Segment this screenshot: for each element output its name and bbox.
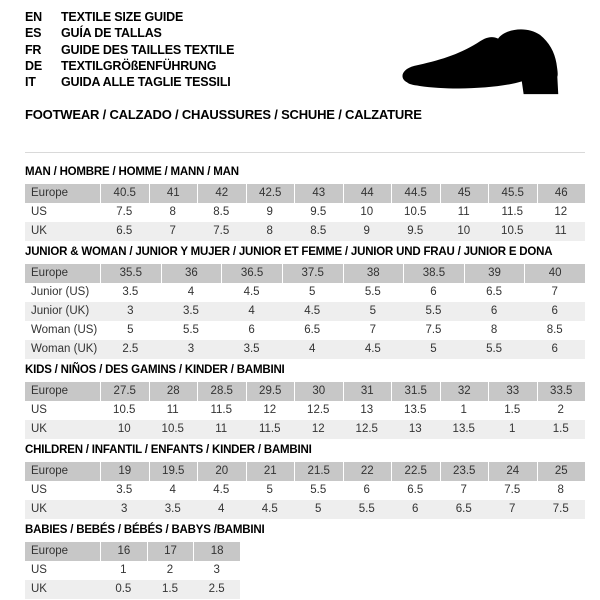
size-value: 29.5: [246, 382, 295, 401]
size-value: 16: [100, 542, 147, 561]
size-value: 12: [311, 423, 325, 436]
row-label: US: [31, 564, 47, 577]
size-value: 7.5: [425, 324, 442, 337]
size-value: 4.5: [243, 286, 260, 299]
row-label: UK: [31, 225, 47, 238]
size-value: 17: [147, 542, 194, 561]
table-row: [25, 302, 585, 321]
size-value: 8: [490, 324, 498, 337]
size-tables: [0, 165, 600, 599]
size-value: 21.5: [294, 462, 343, 481]
table-row: [25, 283, 585, 302]
size-value: 6: [363, 484, 370, 497]
size-value: 37.5: [282, 264, 343, 283]
size-value: 10: [360, 206, 374, 219]
language-name: GUÍA DE TALLAS: [61, 26, 162, 41]
size-value: 6.5: [304, 324, 321, 337]
table-row: [25, 340, 585, 359]
table-row: [25, 264, 585, 283]
size-value: 4: [169, 484, 176, 497]
size-value: 6: [430, 286, 437, 299]
size-value: 3.5: [243, 343, 260, 356]
language-code: FR: [25, 42, 42, 57]
size-value: 36.5: [221, 264, 282, 283]
size-value: 6: [490, 305, 498, 318]
language-code: EN: [25, 10, 42, 24]
size-value: 3: [187, 343, 195, 356]
row-label: Junior (US): [31, 286, 90, 299]
language-name: TEXTILE SIZE GUIDE: [61, 10, 184, 24]
table-row: [25, 420, 585, 439]
size-section: [25, 363, 600, 439]
size-value: 11.5: [210, 404, 233, 417]
size-value: 9: [266, 206, 273, 219]
size-value: 4.5: [304, 305, 321, 318]
size-value: 11: [457, 206, 470, 219]
size-value: 8.5: [213, 206, 230, 219]
size-value: 7: [509, 503, 516, 516]
size-section: [25, 165, 600, 241]
size-value: 13: [360, 404, 374, 417]
size-value: 46: [537, 184, 586, 203]
size-value: 4: [308, 343, 316, 356]
size-value: 5.5: [364, 286, 381, 299]
size-value: 24: [488, 462, 537, 481]
size-value: 8: [169, 206, 176, 219]
size-value: 21: [246, 462, 295, 481]
size-value: 38: [343, 264, 404, 283]
size-value: 2.5: [122, 343, 139, 356]
size-value: 5.5: [358, 503, 375, 516]
size-value: 33.5: [537, 382, 586, 401]
size-value: 5: [315, 503, 322, 516]
size-value: 3.5: [164, 503, 181, 516]
size-value: 20: [197, 462, 246, 481]
row-label: UK: [31, 503, 47, 516]
size-value: 6: [551, 343, 558, 356]
size-value: 33: [488, 382, 537, 401]
size-value: 23.5: [440, 462, 489, 481]
size-value: 12: [554, 206, 568, 219]
size-value: 6.5: [116, 225, 133, 238]
row-label: Europe: [31, 187, 69, 200]
table-row: [25, 222, 585, 241]
size-value: 42: [197, 184, 246, 203]
size-section: [25, 443, 600, 519]
row-label: Woman (UK): [31, 343, 98, 356]
language-name: GUIDE DES TAILLES TEXTILE: [61, 42, 235, 57]
size-value: 4: [248, 305, 255, 318]
size-value: 19.5: [149, 462, 198, 481]
size-value: 1.5: [504, 404, 521, 417]
table-row: [25, 184, 585, 203]
size-value: 4: [218, 503, 225, 516]
size-value: 6.5: [407, 484, 424, 497]
size-value: 4.5: [261, 503, 278, 516]
size-value: 13.5: [452, 423, 475, 436]
size-value: 27.5: [100, 382, 149, 401]
size-value: 35.5: [100, 264, 161, 283]
size-value: 1: [120, 564, 127, 577]
section-title: CHILDREN / INFANTIL / ENFANTS / KINDER / BAMBINI: [25, 444, 312, 457]
size-value: 12.5: [355, 423, 378, 436]
header: [0, 0, 600, 123]
size-value: 8.5: [546, 324, 563, 337]
size-value: 3.5: [182, 305, 199, 318]
section-title: KIDS / NIÑOS / DES GAMINS / KINDER / BAMBINI: [25, 364, 285, 377]
table-row: [25, 462, 585, 481]
size-value: 18: [193, 542, 240, 561]
size-value: 6: [248, 324, 255, 337]
table-row: [25, 203, 585, 222]
size-value: 41: [149, 184, 198, 203]
size-value: 8.5: [310, 225, 327, 238]
size-value: 45: [440, 184, 489, 203]
size-value: 7: [169, 225, 176, 238]
size-value: 4.5: [364, 343, 381, 356]
language-code: DE: [25, 58, 42, 73]
table-row: [25, 500, 585, 519]
size-value: 8: [557, 484, 564, 497]
size-value: 40: [524, 264, 585, 283]
language-name: GUIDA ALLE TAGLIE TESSILI: [61, 75, 231, 90]
table-row: [25, 382, 585, 401]
row-label: Europe: [31, 267, 69, 280]
size-table: [25, 462, 585, 519]
size-value: 31: [343, 382, 392, 401]
size-value: 6.5: [455, 503, 472, 516]
size-value: 7.5: [552, 503, 569, 516]
size-value: 44.5: [391, 184, 440, 203]
size-value: 10.5: [161, 423, 184, 436]
table-row: [25, 321, 585, 340]
size-value: 6.5: [486, 286, 503, 299]
size-value: 31.5: [391, 382, 440, 401]
size-value: 10.5: [404, 206, 427, 219]
size-value: 12.5: [307, 404, 330, 417]
size-value: 2: [166, 564, 174, 577]
row-label: Europe: [31, 545, 69, 558]
size-value: 5.5: [486, 343, 503, 356]
size-section: [25, 245, 600, 359]
size-value: 11.5: [501, 206, 524, 219]
size-section: [25, 523, 600, 599]
size-value: 7: [369, 324, 377, 337]
size-value: 25: [537, 462, 586, 481]
size-value: 19: [100, 462, 149, 481]
size-value: 10: [457, 225, 471, 238]
table-row: [25, 481, 585, 500]
size-value: 12: [263, 404, 277, 417]
row-label: UK: [31, 583, 47, 596]
size-value: 3.5: [122, 286, 139, 299]
row-label: US: [31, 404, 47, 417]
category-line: FOOTWEAR / CALZADO / CHAUSSURES / SCHUHE / CALZATURE: [25, 107, 422, 123]
row-label: Europe: [31, 465, 69, 478]
row-label: US: [31, 206, 47, 219]
table-row: [25, 580, 240, 599]
size-value: 11: [554, 225, 567, 238]
size-value: 5.5: [310, 484, 327, 497]
size-value: 11: [166, 404, 179, 417]
size-value: 5: [308, 286, 316, 299]
size-value: 5: [430, 343, 437, 356]
size-value: 7.5: [213, 225, 230, 238]
size-value: 10.5: [501, 225, 524, 238]
separator-line: [25, 152, 585, 153]
size-value: 3: [121, 503, 128, 516]
language-name: TEXTILGRÖßENFÜHRUNG: [61, 58, 217, 73]
size-value: 9.5: [407, 225, 424, 238]
size-value: 5: [266, 484, 273, 497]
size-value: 22.5: [391, 462, 440, 481]
size-value: 2.5: [208, 583, 225, 596]
size-table: [25, 542, 240, 599]
size-value: 28.5: [197, 382, 246, 401]
size-value: 13: [408, 423, 422, 436]
size-value: 1: [460, 404, 467, 417]
size-value: 44: [343, 184, 392, 203]
size-value: 9: [363, 225, 370, 238]
size-value: 10: [117, 423, 131, 436]
size-value: 3.5: [116, 484, 133, 497]
size-value: 36: [161, 264, 222, 283]
language-row: [25, 9, 585, 25]
size-value: 7: [460, 484, 467, 497]
size-value: 11.5: [258, 423, 281, 436]
size-value: 9.5: [310, 206, 327, 219]
size-value: 4: [187, 286, 195, 299]
size-value: 0.5: [115, 583, 132, 596]
section-title: BABIES / BEBÉS / BÉBÉS / BABYS /BAMBINI: [25, 524, 265, 537]
row-label: Europe: [31, 385, 69, 398]
size-table: [25, 184, 585, 241]
table-row: [25, 542, 240, 561]
size-value: 43: [294, 184, 343, 203]
row-label: Junior (UK): [31, 305, 90, 318]
shoe-icon: [393, 24, 585, 106]
size-value: 5: [127, 324, 134, 337]
size-value: 5: [369, 305, 377, 318]
language-code: IT: [25, 75, 36, 90]
size-value: 30: [294, 382, 343, 401]
size-value: 42.5: [246, 184, 295, 203]
size-value: 6: [551, 305, 558, 318]
size-table: [25, 382, 585, 439]
size-value: 3: [213, 564, 220, 577]
size-value: 13.5: [404, 404, 427, 417]
size-value: 5.5: [425, 305, 442, 318]
row-label: Woman (US): [31, 324, 98, 337]
size-value: 39: [464, 264, 525, 283]
size-table: [25, 264, 585, 359]
language-code: ES: [25, 26, 42, 41]
size-value: 1.5: [552, 423, 569, 436]
table-row: [25, 561, 240, 580]
size-value: 6: [412, 503, 419, 516]
size-value: 38.5: [403, 264, 464, 283]
size-value: 10.5: [113, 404, 136, 417]
size-value: 32: [440, 382, 489, 401]
size-value: 7.5: [116, 206, 133, 219]
table-row: [25, 401, 585, 420]
size-value: 45.5: [488, 184, 537, 203]
size-value: 7.5: [504, 484, 521, 497]
size-value: 28: [149, 382, 198, 401]
size-value: 22: [343, 462, 392, 481]
size-value: 1: [509, 423, 516, 436]
size-value: 8: [266, 225, 273, 238]
size-value: 7: [551, 286, 558, 299]
row-label: US: [31, 484, 47, 497]
section-title: MAN / HOMBRE / HOMME / MANN / MAN: [25, 166, 239, 179]
size-value: 5.5: [182, 324, 199, 337]
size-value: 1.5: [162, 583, 178, 596]
size-value: 3: [127, 305, 134, 318]
size-value: 40.5: [100, 184, 149, 203]
section-title: JUNIOR & WOMAN / JUNIOR Y MUJER / JUNIOR ET FEMME / JUNIOR UND FRAU / JUNIOR E DONA: [25, 246, 553, 259]
size-value: 2: [557, 404, 564, 417]
size-value: 11: [215, 423, 228, 436]
size-value: 4.5: [213, 484, 230, 497]
row-label: UK: [31, 423, 47, 436]
